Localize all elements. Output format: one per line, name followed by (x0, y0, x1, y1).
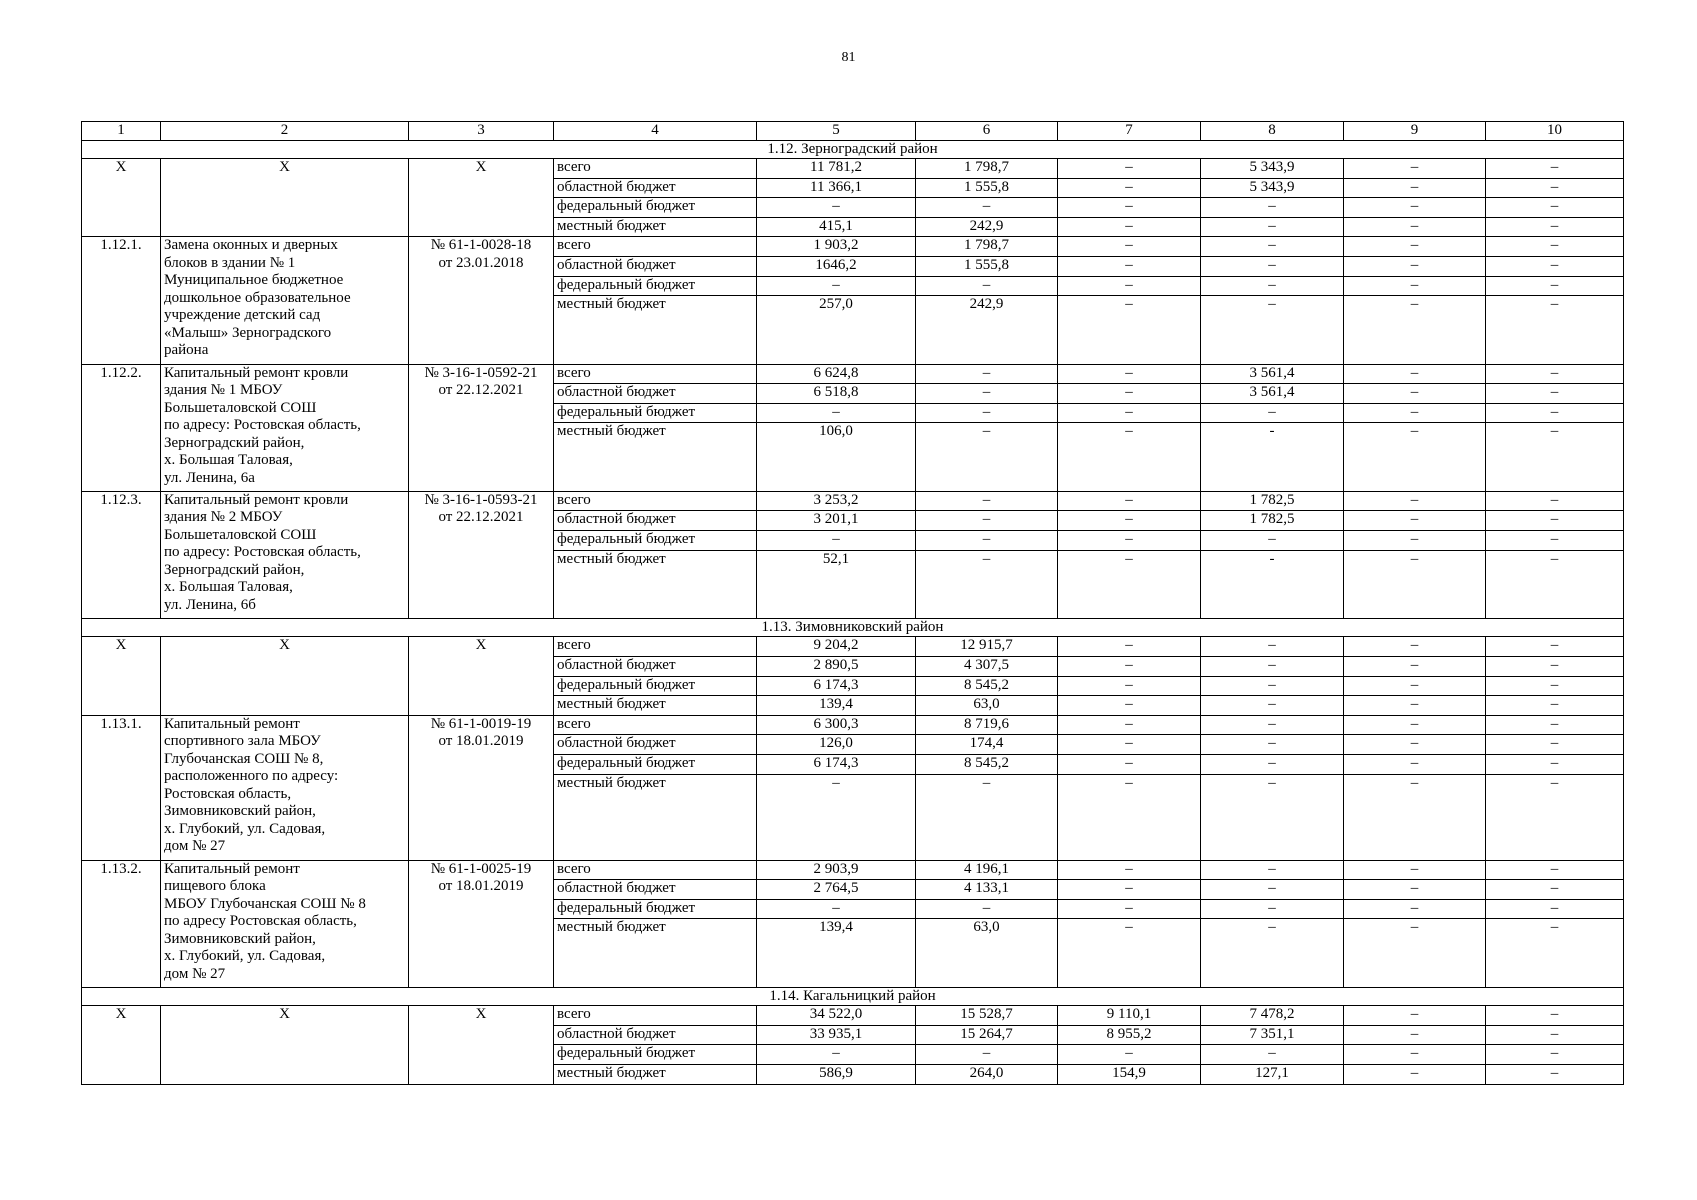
amount-cell: – (1486, 511, 1624, 531)
amount-cell: – (1344, 774, 1486, 860)
amount-cell: – (1058, 550, 1201, 618)
amount-cell: 1 555,8 (916, 256, 1058, 276)
amount-cell: – (1344, 676, 1486, 696)
column-number: 9 (1344, 122, 1486, 141)
amount-cell: – (1486, 237, 1624, 257)
amount-cell: 1 555,8 (916, 178, 1058, 198)
amount-cell: 1 903,2 (757, 237, 916, 257)
amount-cell: – (1486, 296, 1624, 364)
amount-cell: 1 798,7 (916, 237, 1058, 257)
amount-cell: – (1058, 217, 1201, 237)
column-number: 10 (1486, 122, 1624, 141)
amount-cell: 63,0 (916, 919, 1058, 987)
registration-number: № 61-1-0019-19 от 18.01.2019 (409, 715, 554, 860)
amount-cell: 1646,2 (757, 256, 916, 276)
amount-cell: 1 782,5 (1201, 491, 1344, 511)
budget-type: областной бюджет (554, 656, 757, 676)
amount-cell: – (1344, 296, 1486, 364)
amount-cell: 34 522,0 (757, 1006, 916, 1026)
amount-cell: – (1486, 198, 1624, 218)
amount-cell: 63,0 (916, 696, 1058, 716)
amount-cell: – (1486, 637, 1624, 657)
column-number: 7 (1058, 122, 1201, 141)
budget-row (82, 860, 1624, 880)
amount-cell: – (1201, 774, 1344, 860)
object-name: Капитальный ремонт спортивного зала МБОУ Глубочанская СОШ № 8, расположенного по адресу: Ростовская область, Зимовниковский район, х. Глубокий, ул. Садовая, дом № 27 (161, 715, 409, 860)
item-number: 1.12.2. (82, 364, 161, 491)
amount-cell: – (916, 899, 1058, 919)
budget-type: всего (554, 159, 757, 179)
amount-cell: – (1486, 860, 1624, 880)
budget-type: областной бюджет (554, 256, 757, 276)
section-heading-row (82, 140, 1624, 159)
amount-cell: - (1201, 550, 1344, 618)
object-name: Х (161, 159, 409, 237)
item-number: Х (82, 159, 161, 237)
amount-cell: – (916, 384, 1058, 404)
budget-type: федеральный бюджет (554, 754, 757, 774)
registration-number: № 61-1-0028-18 от 23.01.2018 (409, 237, 554, 364)
amount-cell: – (1201, 296, 1344, 364)
amount-cell: – (916, 491, 1058, 511)
budget-type: местный бюджет (554, 217, 757, 237)
column-number: 5 (757, 122, 916, 141)
amount-cell: 3 253,2 (757, 491, 916, 511)
item-number: Х (82, 637, 161, 715)
amount-cell: – (1344, 1065, 1486, 1085)
amount-cell: – (916, 364, 1058, 384)
amount-cell: – (757, 1045, 916, 1065)
amount-cell: – (1344, 656, 1486, 676)
amount-cell: 1 798,7 (916, 159, 1058, 179)
budget-type: местный бюджет (554, 296, 757, 364)
section-title: 1.14. Кагальницкий район (82, 987, 1624, 1006)
amount-cell: – (1486, 423, 1624, 491)
amount-cell: – (1344, 1025, 1486, 1045)
budget-type: всего (554, 491, 757, 511)
budget-row (82, 1006, 1624, 1026)
amount-cell: – (1058, 715, 1201, 735)
amount-cell: – (1486, 1025, 1624, 1045)
amount-cell: 5 343,9 (1201, 159, 1344, 179)
budget-type: областной бюджет (554, 384, 757, 404)
amount-cell: 2 890,5 (757, 656, 916, 676)
amount-cell: – (757, 403, 916, 423)
budget-type: федеральный бюджет (554, 530, 757, 550)
amount-cell: – (1201, 656, 1344, 676)
amount-cell: – (757, 774, 916, 860)
amount-cell: - (1201, 423, 1344, 491)
amount-cell: 139,4 (757, 919, 916, 987)
amount-cell: 4 133,1 (916, 880, 1058, 900)
amount-cell: 8 719,6 (916, 715, 1058, 735)
item-number: 1.12.3. (82, 491, 161, 618)
amount-cell: – (916, 511, 1058, 531)
amount-cell: 11 781,2 (757, 159, 916, 179)
amount-cell: – (1058, 491, 1201, 511)
amount-cell: – (757, 530, 916, 550)
amount-cell: 174,4 (916, 735, 1058, 755)
amount-cell: 4 307,5 (916, 656, 1058, 676)
amount-cell: 52,1 (757, 550, 916, 618)
amount-cell: – (757, 198, 916, 218)
amount-cell: – (1201, 715, 1344, 735)
amount-cell: – (1058, 530, 1201, 550)
amount-cell: 8 545,2 (916, 754, 1058, 774)
budget-type: местный бюджет (554, 423, 757, 491)
amount-cell: 7 351,1 (1201, 1025, 1344, 1045)
amount-cell: – (1201, 696, 1344, 716)
section-heading-row (82, 987, 1624, 1006)
column-number: 1 (82, 122, 161, 141)
amount-cell: 15 264,7 (916, 1025, 1058, 1045)
budget-table (81, 121, 1624, 1085)
amount-cell: – (1486, 774, 1624, 860)
amount-cell: 154,9 (1058, 1065, 1201, 1085)
budget-type: местный бюджет (554, 919, 757, 987)
amount-cell: – (1344, 550, 1486, 618)
registration-number: Х (409, 1006, 554, 1084)
amount-cell: – (1344, 384, 1486, 404)
amount-cell: – (1486, 364, 1624, 384)
amount-cell: – (916, 530, 1058, 550)
amount-cell: – (1058, 364, 1201, 384)
amount-cell: – (1344, 880, 1486, 900)
amount-cell: – (1486, 1006, 1624, 1026)
budget-row (82, 159, 1624, 179)
item-number: 1.13.1. (82, 715, 161, 860)
amount-cell: 3 561,4 (1201, 364, 1344, 384)
amount-cell: – (1486, 656, 1624, 676)
section-title: 1.12. Зерноградский район (82, 140, 1624, 159)
amount-cell: – (1344, 178, 1486, 198)
object-name: Капитальный ремонт кровли здания № 2 МБОУ Большеталовской СОШ по адресу: Ростовская область, Зерноградский район, х. Большая Таловая, ул. Ленина, 6б (161, 491, 409, 618)
amount-cell: – (1344, 637, 1486, 657)
object-name: Капитальный ремонт кровли здания № 1 МБОУ Большеталовской СОШ по адресу: Ростовская область, Зерноградский район, х. Большая Таловая, ул. Ленина, 6а (161, 364, 409, 491)
amount-cell: – (1344, 423, 1486, 491)
amount-cell: – (1058, 237, 1201, 257)
amount-cell: – (1344, 511, 1486, 531)
amount-cell: – (1201, 735, 1344, 755)
amount-cell: 12 915,7 (916, 637, 1058, 657)
amount-cell: 586,9 (757, 1065, 916, 1085)
amount-cell: – (1058, 899, 1201, 919)
amount-cell: 264,0 (916, 1065, 1058, 1085)
amount-cell: 7 478,2 (1201, 1006, 1344, 1026)
budget-type: федеральный бюджет (554, 676, 757, 696)
amount-cell: – (1201, 198, 1344, 218)
budget-type: областной бюджет (554, 511, 757, 531)
amount-cell: – (1486, 676, 1624, 696)
amount-cell: 6 624,8 (757, 364, 916, 384)
amount-cell: – (1201, 919, 1344, 987)
object-name: Капитальный ремонт пищевого блока МБОУ Глубочанская СОШ № 8 по адресу Ростовская область, Зимовниковский район, х. Глубокий, ул. Садовая, дом № 27 (161, 860, 409, 987)
amount-cell: – (1058, 774, 1201, 860)
amount-cell: – (1201, 676, 1344, 696)
budget-type: местный бюджет (554, 774, 757, 860)
column-number: 3 (409, 122, 554, 141)
amount-cell: – (1058, 423, 1201, 491)
amount-cell: – (1344, 899, 1486, 919)
amount-cell: – (1201, 403, 1344, 423)
amount-cell: 415,1 (757, 217, 916, 237)
item-number: Х (82, 1006, 161, 1084)
budget-type: областной бюджет (554, 880, 757, 900)
amount-cell: – (1486, 403, 1624, 423)
amount-cell: – (1344, 256, 1486, 276)
object-name: Х (161, 1006, 409, 1084)
amount-cell: 6 174,3 (757, 754, 916, 774)
amount-cell: 6 300,3 (757, 715, 916, 735)
column-number-row (82, 122, 1624, 141)
amount-cell: 15 528,7 (916, 1006, 1058, 1026)
amount-cell: – (1058, 403, 1201, 423)
object-name: Замена оконных и дверных блоков в здании № 1 Муниципальное бюджетное дошкольное образовательное учреждение детский сад «Малыш» Зерноградского района (161, 237, 409, 364)
amount-cell: 139,4 (757, 696, 916, 716)
amount-cell: – (1486, 550, 1624, 618)
budget-type: всего (554, 715, 757, 735)
budget-type: всего (554, 364, 757, 384)
budget-type: областной бюджет (554, 178, 757, 198)
amount-cell: 4 196,1 (916, 860, 1058, 880)
column-number: 8 (1201, 122, 1344, 141)
item-number: 1.13.2. (82, 860, 161, 987)
amount-cell: – (1201, 217, 1344, 237)
amount-cell: – (1344, 715, 1486, 735)
amount-cell: – (916, 1045, 1058, 1065)
amount-cell: – (1344, 276, 1486, 296)
amount-cell: – (1486, 256, 1624, 276)
amount-cell: – (1486, 1065, 1624, 1085)
budget-type: местный бюджет (554, 696, 757, 716)
amount-cell: – (1344, 1045, 1486, 1065)
amount-cell: – (1201, 637, 1344, 657)
amount-cell: – (916, 198, 1058, 218)
amount-cell: – (1486, 530, 1624, 550)
budget-type: всего (554, 1006, 757, 1026)
column-number: 6 (916, 122, 1058, 141)
amount-cell: – (916, 423, 1058, 491)
amount-cell: – (1344, 735, 1486, 755)
amount-cell: 5 343,9 (1201, 178, 1344, 198)
item-number: 1.12.1. (82, 237, 161, 364)
budget-row (82, 364, 1624, 384)
amount-cell: 3 201,1 (757, 511, 916, 531)
amount-cell: – (1344, 530, 1486, 550)
section-title: 1.13. Зимовниковский район (82, 618, 1624, 637)
amount-cell: – (1344, 198, 1486, 218)
amount-cell: 242,9 (916, 217, 1058, 237)
amount-cell: – (1058, 1045, 1201, 1065)
amount-cell: – (1486, 1045, 1624, 1065)
amount-cell: – (916, 774, 1058, 860)
registration-number: № 3-16-1-0592-21 от 22.12.2021 (409, 364, 554, 491)
amount-cell: 127,1 (1201, 1065, 1344, 1085)
budget-type: областной бюджет (554, 735, 757, 755)
amount-cell: – (1058, 159, 1201, 179)
amount-cell: – (1201, 256, 1344, 276)
amount-cell: – (757, 899, 916, 919)
amount-cell: 2 903,9 (757, 860, 916, 880)
amount-cell: – (1201, 899, 1344, 919)
amount-cell: – (1486, 276, 1624, 296)
amount-cell: – (1201, 860, 1344, 880)
amount-cell: 106,0 (757, 423, 916, 491)
amount-cell: – (1344, 860, 1486, 880)
amount-cell: – (1058, 676, 1201, 696)
amount-cell: – (1058, 696, 1201, 716)
amount-cell: – (1201, 276, 1344, 296)
amount-cell: – (1201, 237, 1344, 257)
budget-type: федеральный бюджет (554, 198, 757, 218)
amount-cell: 8 545,2 (916, 676, 1058, 696)
section-heading-row (82, 618, 1624, 637)
column-number: 4 (554, 122, 757, 141)
amount-cell: – (1344, 1006, 1486, 1026)
page-number: 81 (841, 50, 856, 65)
amount-cell: – (1344, 696, 1486, 716)
amount-cell: – (757, 276, 916, 296)
amount-cell: – (1486, 159, 1624, 179)
amount-cell: – (1344, 364, 1486, 384)
budget-type: федеральный бюджет (554, 1045, 757, 1065)
amount-cell: – (1344, 217, 1486, 237)
amount-cell: 3 561,4 (1201, 384, 1344, 404)
column-number: 2 (161, 122, 409, 141)
budget-type: областной бюджет (554, 1025, 757, 1045)
amount-cell: – (1344, 403, 1486, 423)
amount-cell: 6 174,3 (757, 676, 916, 696)
amount-cell: – (1344, 237, 1486, 257)
object-name: Х (161, 637, 409, 715)
amount-cell: – (1058, 860, 1201, 880)
amount-cell: – (916, 276, 1058, 296)
budget-type: всего (554, 237, 757, 257)
amount-cell: – (1486, 735, 1624, 755)
amount-cell: – (1486, 754, 1624, 774)
amount-cell: – (1344, 919, 1486, 987)
amount-cell: – (1486, 899, 1624, 919)
amount-cell: – (1201, 1045, 1344, 1065)
amount-cell: – (1486, 384, 1624, 404)
amount-cell: – (1201, 754, 1344, 774)
budget-row (82, 637, 1624, 657)
amount-cell: – (1486, 217, 1624, 237)
amount-cell: – (1344, 491, 1486, 511)
amount-cell: 6 518,8 (757, 384, 916, 404)
amount-cell: – (916, 403, 1058, 423)
amount-cell: 33 935,1 (757, 1025, 916, 1045)
budget-type: федеральный бюджет (554, 403, 757, 423)
amount-cell: 9 110,1 (1058, 1006, 1201, 1026)
amount-cell: – (1058, 178, 1201, 198)
registration-number: Х (409, 637, 554, 715)
amount-cell: – (1201, 880, 1344, 900)
amount-cell: 8 955,2 (1058, 1025, 1201, 1045)
amount-cell: – (1058, 256, 1201, 276)
budget-type: всего (554, 860, 757, 880)
amount-cell: 11 366,1 (757, 178, 916, 198)
budget-type: всего (554, 637, 757, 657)
amount-cell: – (1058, 276, 1201, 296)
budget-type: федеральный бюджет (554, 276, 757, 296)
amount-cell: – (1058, 656, 1201, 676)
budget-type: местный бюджет (554, 1065, 757, 1085)
amount-cell: 2 764,5 (757, 880, 916, 900)
registration-number: № 3-16-1-0593-21 от 22.12.2021 (409, 491, 554, 618)
amount-cell: – (1486, 178, 1624, 198)
amount-cell: – (1058, 919, 1201, 987)
amount-cell: – (1058, 198, 1201, 218)
amount-cell: – (1058, 296, 1201, 364)
amount-cell: – (1344, 159, 1486, 179)
amount-cell: – (1486, 696, 1624, 716)
amount-cell: – (1058, 637, 1201, 657)
budget-type: федеральный бюджет (554, 899, 757, 919)
amount-cell: – (1486, 919, 1624, 987)
budget-row (82, 715, 1624, 735)
amount-cell: – (916, 550, 1058, 618)
amount-cell: – (1201, 530, 1344, 550)
budget-type: местный бюджет (554, 550, 757, 618)
amount-cell: – (1058, 754, 1201, 774)
amount-cell: 1 782,5 (1201, 511, 1344, 531)
registration-number: № 61-1-0025-19 от 18.01.2019 (409, 860, 554, 987)
amount-cell: – (1486, 491, 1624, 511)
amount-cell: – (1058, 880, 1201, 900)
amount-cell: – (1058, 735, 1201, 755)
amount-cell: – (1058, 511, 1201, 531)
amount-cell: – (1344, 754, 1486, 774)
amount-cell: 242,9 (916, 296, 1058, 364)
budget-row (82, 491, 1624, 511)
budget-row (82, 237, 1624, 257)
registration-number: Х (409, 159, 554, 237)
amount-cell: – (1486, 715, 1624, 735)
amount-cell: 257,0 (757, 296, 916, 364)
amount-cell: – (1486, 880, 1624, 900)
amount-cell: 126,0 (757, 735, 916, 755)
amount-cell: 9 204,2 (757, 637, 916, 657)
amount-cell: – (1058, 384, 1201, 404)
